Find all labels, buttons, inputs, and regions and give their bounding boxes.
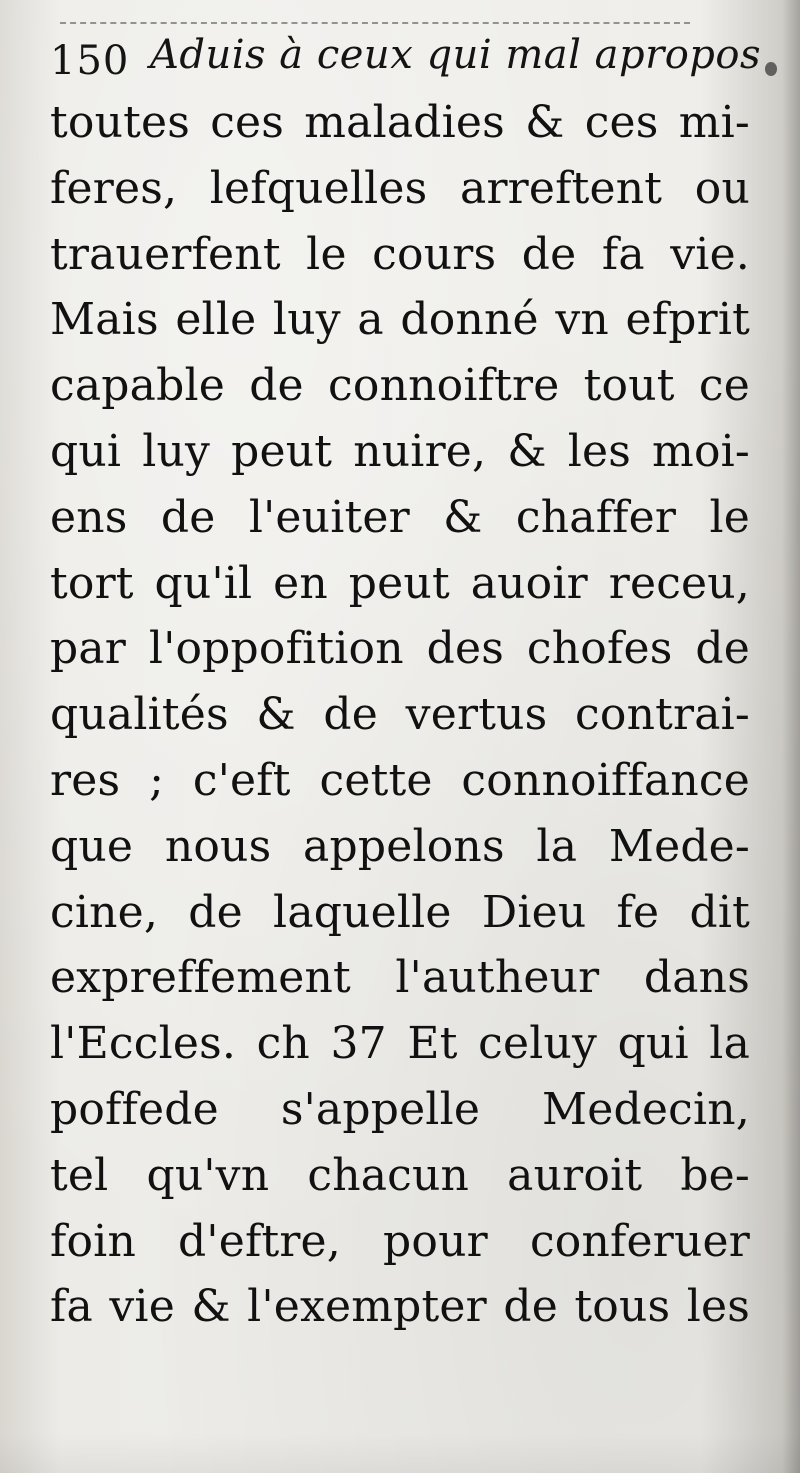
running-head: [50, 32, 761, 94]
text-line: expreffement l'autheur dans: [50, 952, 750, 1004]
text-line: capable de connoiftre tout ce: [50, 360, 750, 412]
text-line: que nous appelons la Mede-: [50, 820, 750, 872]
page-bottom-fade: [0, 1433, 800, 1473]
text-line: ens de l'euiter & chaffer le: [50, 491, 750, 543]
page-edge-shadow: [782, 0, 800, 1473]
text-line: foin d'eftre, pour conferuer: [50, 1215, 750, 1267]
text-line: l'Eccles. ch 37 Et celuy qui la: [50, 1018, 750, 1070]
text-line: res ; c'eft cette connoiffance: [50, 754, 750, 806]
text-line: feres, lefquelles arreftent ou: [50, 162, 750, 214]
text-line: Mais elle luy a donné vn efprit: [50, 294, 750, 346]
ink-speck: [765, 62, 777, 76]
text-line: fa vie & l'exempter de tous les: [50, 1281, 750, 1333]
text-line: cine, de laquelle Dieu fe dit: [50, 886, 750, 938]
text-line: toutes ces maladies & ces mi-: [50, 97, 750, 148]
text-line: qualités & de vertus contrai-: [50, 689, 750, 741]
text-line: trauerfent le cours de fa vie.: [50, 228, 750, 280]
running-title: Aduis à ceux qui mal apropos: [150, 32, 761, 78]
text-line: tort qu'il en peut auoir receu,: [50, 557, 750, 609]
text-line: qui luy peut nuire, & les moi-: [50, 425, 750, 477]
page-number: 150: [50, 38, 130, 84]
top-rule: [60, 22, 690, 24]
text-line: tel qu'vn chacun auroit be-: [50, 1149, 750, 1201]
body-text: [50, 90, 750, 1340]
text-line: par l'oppofition des chofes de: [50, 623, 750, 675]
text-line: poffede s'appelle Medecin,: [50, 1083, 750, 1135]
